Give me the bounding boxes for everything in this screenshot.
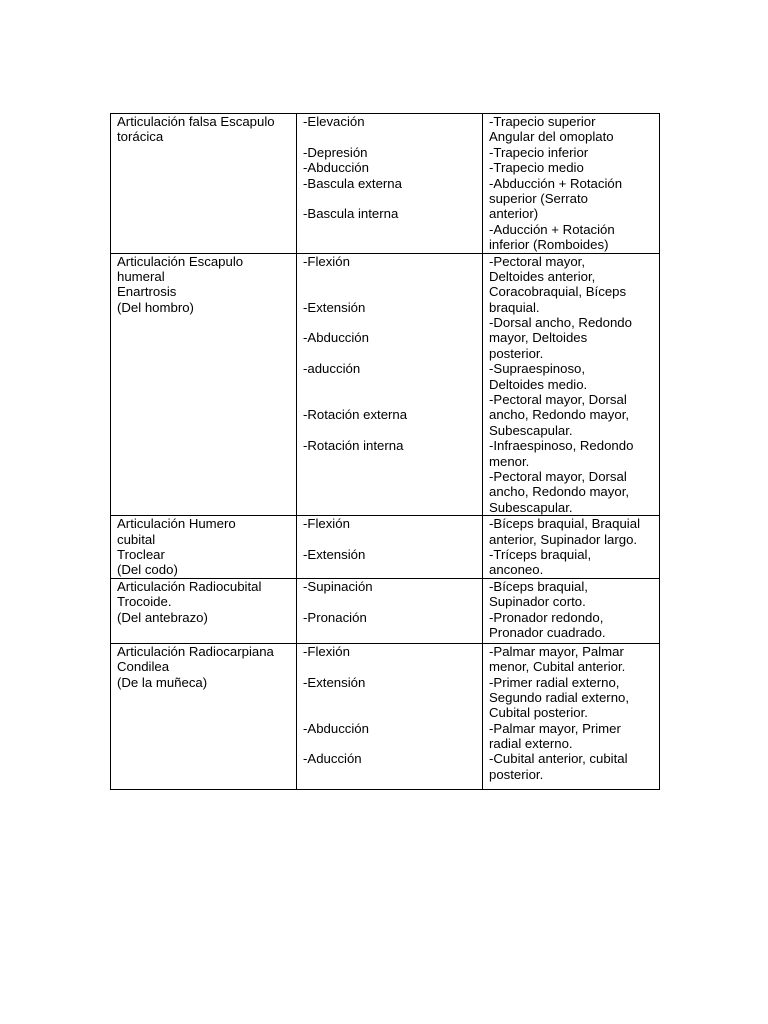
movements-line: -Flexión xyxy=(303,516,350,532)
muscles-line: Coracobraquial, Bíceps xyxy=(489,284,627,300)
muscles-line: -Pronador redondo, xyxy=(489,609,604,625)
muscles-line: Subescapular. xyxy=(489,499,573,515)
muscles-cell xyxy=(483,516,660,579)
articulation-line: Articulación Escapulo xyxy=(117,253,244,269)
movements-line: -Flexión xyxy=(303,643,350,659)
table-row xyxy=(111,253,660,516)
articulation-line: torácica xyxy=(117,129,164,145)
movements-line: -Extensión xyxy=(303,546,366,562)
muscles-line: Pronador cuadrado. xyxy=(489,624,606,640)
articulation-line: Articulación falsa Escapulo xyxy=(117,114,275,129)
muscles-line: menor. xyxy=(489,453,530,469)
muscles-line: radial externo. xyxy=(489,736,573,752)
movements-line xyxy=(303,377,478,392)
table-row xyxy=(111,516,660,579)
movements-line xyxy=(303,736,478,751)
articulation-line: Condilea xyxy=(117,659,170,675)
movements-line: -Abducción xyxy=(303,330,369,346)
movements-line xyxy=(303,191,478,206)
muscles-line: -Palmar mayor, Primer xyxy=(489,720,621,736)
muscles-line: anterior) xyxy=(489,206,539,222)
movements-line xyxy=(303,423,478,438)
movements-line xyxy=(303,284,478,299)
movements-cell xyxy=(297,253,483,516)
articulation-cell xyxy=(111,578,297,643)
movements-line xyxy=(303,269,478,284)
muscles-line: mayor, Deltoides xyxy=(489,330,588,346)
movements-line: -Aducción xyxy=(303,751,362,767)
movements-line xyxy=(303,346,478,361)
muscles-cell xyxy=(483,253,660,516)
muscles-line: anterior, Supinador largo. xyxy=(489,531,638,547)
articulation-line: Enartrosis xyxy=(117,284,177,300)
articulation-cell xyxy=(111,643,297,789)
articulation-line: (Del codo) xyxy=(117,562,178,578)
movements-line: -Elevación xyxy=(303,114,365,129)
articulation-line: Articulación Humero xyxy=(117,516,236,532)
movements-line: -aducción xyxy=(303,361,361,377)
muscles-cell xyxy=(483,114,660,254)
movements-line: -Supinación xyxy=(303,578,373,594)
muscles-line: ancho, Redondo mayor, xyxy=(489,407,630,423)
muscles-line: -Supraespinoso, xyxy=(489,361,586,377)
joints-table xyxy=(110,113,660,790)
muscles-line: menor, Cubital anterior. xyxy=(489,659,626,675)
movements-line xyxy=(303,690,478,705)
articulation-line: (Del hombro) xyxy=(117,299,194,315)
articulation-line: Troclear xyxy=(117,546,165,562)
muscles-line: braquial. xyxy=(489,299,540,315)
movements-line xyxy=(303,659,478,674)
muscles-line: anconeo. xyxy=(489,562,544,578)
muscles-line: Deltoides medio. xyxy=(489,376,588,392)
movements-cell xyxy=(297,516,483,579)
muscles-line: -Trapecio medio xyxy=(489,160,584,176)
muscles-line: ancho, Redondo mayor, xyxy=(489,484,630,500)
table-row xyxy=(111,114,660,254)
movements-cell xyxy=(297,114,483,254)
movements-line: -Abducción xyxy=(303,720,369,736)
movements-line: -Extensión xyxy=(303,674,366,690)
muscles-line: Angular del omoplato xyxy=(489,129,614,145)
muscles-line: -Pectoral mayor, xyxy=(489,253,586,269)
movements-line xyxy=(303,594,478,609)
muscles-line: -Trapecio superior xyxy=(489,114,596,129)
movements-line: -Extensión xyxy=(303,299,366,315)
muscles-line: -Pectoral mayor, Dorsal xyxy=(489,468,627,484)
muscles-line: inferior (Romboides) xyxy=(489,237,609,253)
muscles-line: posterior. xyxy=(489,766,544,782)
movements-line xyxy=(303,532,478,547)
muscles-line: posterior. xyxy=(489,345,544,361)
table-body xyxy=(111,114,660,790)
muscles-line: -Bíceps braquial, xyxy=(489,578,588,594)
articulation-line: Articulación Radiocarpiana xyxy=(117,643,274,659)
muscles-line: -Tríceps braquial, xyxy=(489,546,592,562)
muscles-line: -Cubital anterior, cubital xyxy=(489,751,628,767)
muscles-cell xyxy=(483,578,660,643)
movements-line: -Bascula externa xyxy=(303,175,402,191)
movements-line: -Rotación interna xyxy=(303,438,404,454)
movements-cell xyxy=(297,643,483,789)
movements-line: -Abducción xyxy=(303,160,369,176)
movements-line xyxy=(303,129,478,144)
movements-line: -Bascula interna xyxy=(303,206,399,222)
muscles-line: Cubital posterior. xyxy=(489,705,588,721)
articulation-line: (De la muñeca) xyxy=(117,674,208,690)
muscles-line: -Trapecio inferior xyxy=(489,144,589,160)
articulation-line: cubital xyxy=(117,531,156,547)
table-row xyxy=(111,643,660,789)
articulation-cell xyxy=(111,253,297,516)
muscles-line: -Bíceps braquial, Braquial xyxy=(489,516,641,532)
movements-line: -Rotación externa xyxy=(303,407,408,423)
movements-cell xyxy=(297,578,483,643)
muscles-line: Supinador corto. xyxy=(489,594,586,610)
movements-line xyxy=(303,392,478,407)
muscles-line: -Infraespinoso, Redondo xyxy=(489,438,634,454)
table-row xyxy=(111,578,660,643)
muscles-line: Subescapular. xyxy=(489,422,573,438)
muscles-line: -Aducción + Rotación xyxy=(489,221,615,237)
muscles-line: Segundo radial externo, xyxy=(489,689,630,705)
articulation-cell xyxy=(111,516,297,579)
muscles-line: -Pectoral mayor, Dorsal xyxy=(489,392,627,408)
articulation-line: (Del antebrazo) xyxy=(117,609,208,625)
articulation-line: Articulación Radiocubital xyxy=(117,578,262,594)
movements-line: -Depresión xyxy=(303,144,368,160)
muscles-line: Deltoides anterior, xyxy=(489,268,596,284)
articulation-cell xyxy=(111,114,297,254)
muscles-line: superior (Serrato xyxy=(489,190,588,206)
articulation-line: Trocoide. xyxy=(117,594,172,610)
movements-line xyxy=(303,315,478,330)
muscles-line: -Palmar mayor, Palmar xyxy=(489,643,624,659)
movements-line: -Flexión xyxy=(303,253,350,269)
movements-line: -Pronación xyxy=(303,609,367,625)
muscles-line: -Primer radial externo, xyxy=(489,674,620,690)
muscles-line: -Abducción + Rotación xyxy=(489,175,623,191)
muscles-cell xyxy=(483,643,660,789)
muscles-line: -Dorsal ancho, Redondo xyxy=(489,315,632,331)
articulation-line: humeral xyxy=(117,268,165,284)
movements-line xyxy=(303,705,478,720)
